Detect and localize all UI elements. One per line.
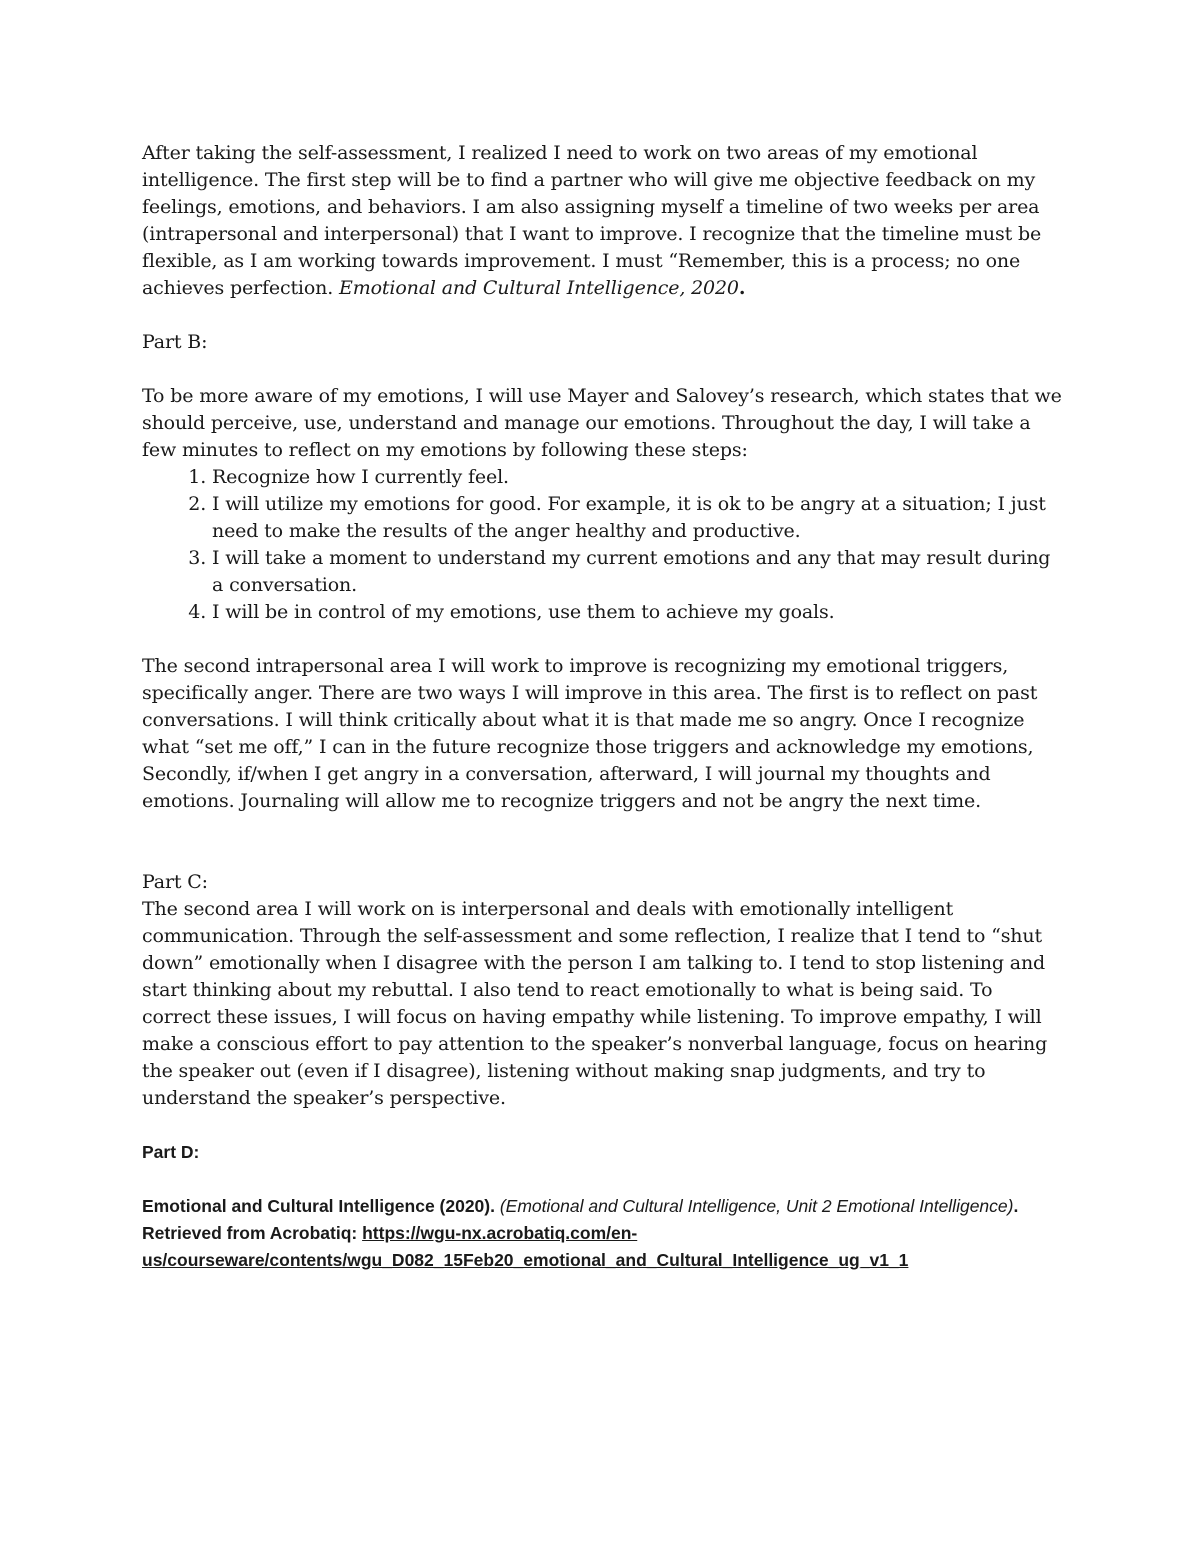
document-body: [142, 140, 1062, 1274]
part-b-heading: Part B:: [142, 331, 208, 353]
intro-citation-end: .: [738, 277, 746, 299]
emotion-steps-list: [142, 464, 1062, 626]
emotion-step: 2. I will utilize my emotions for good. For example, it is ok to be angry at a situation; I just need to make the results of the anger healthy and productive.: [212, 491, 1062, 545]
part-b-triggers-paragraph: The second intrapersonal area I will work to improve is recognizing my emotional triggers, specifically anger. There are two ways I will improve in this area. The first is to reflect on past conversations. I will think critically about what it is that made me so angry. Once I recognize what “set me off,” I can in the future recognize those triggers and acknowledge my emotions, Secondly, if/when I get angry in a conversation, afterward, I will journal my thoughts and emotions. Journaling will allow me to recognize triggers and not be angry the next time.: [142, 655, 1038, 812]
part-c-paragraph: The second area I will work on is interpersonal and deals with emotionally intelligent communication. Through the self-assessment and some reflection, I realize that I tend to “shut down” emotionally when I disagree with the person I am talking to. I tend to stop listening and start thinking about my rebuttal. I also tend to react emotionally to what is being said. To correct these issues, I will focus on having empathy while listening. To improve empathy, I will make a conscious effort to pay attention to the speaker’s nonverbal language, focus on hearing the speaker out (even if I disagree), listening without making snap judgments, and try to understand the speaker’s perspective.: [142, 898, 1048, 1109]
part-c-heading: Part C:: [142, 871, 208, 893]
reference-url-link[interactable]: https://wgu-nx.acrobatiq.com/en-us/courseware/contents/wgu_D082_15Feb20_emotional_and_Cultural_Intelligence_ug_v1_1: [142, 1223, 909, 1270]
emotion-step: 4. I will be in control of my emotions, use them to achieve my goals.: [212, 599, 1062, 626]
emotion-step: 3. I will take a moment to understand my current emotions and any that may result during a conversation.: [212, 545, 1062, 599]
emotion-step: 1. Recognize how I currently feel.: [212, 464, 1062, 491]
reference-author: Emotional and Cultural Intelligence (2020).: [142, 1196, 495, 1216]
reference-title: (Emotional and Cultural Intelligence, Unit 2 Emotional Intelligence): [499, 1196, 1014, 1216]
part-b-intro: To be more aware of my emotions, I will use Mayer and Salovey’s research, which states that we should perceive, use, understand and manage our emotions. Throughout the day, I will take a few minutes to reflect on my emotions by following these steps:: [142, 385, 1062, 461]
intro-paragraph: [142, 140, 1062, 302]
reference-retrieved: . Retrieved from Acrobatiq:: [142, 1196, 1019, 1243]
intro-citation: Emotional and Cultural Intelligence, 2020: [339, 277, 739, 299]
part-d-heading: Part D:: [142, 1142, 200, 1162]
part-d-reference: [142, 1193, 1062, 1274]
intro-paragraph-text: After taking the self-assessment, I realized I need to work on two areas of my emotional intelligence. The first step will be to find a partner who will give me objective feedback on my feelings, emotions, and behaviors. I am also assigning myself a timeline of two weeks per area (intrapersonal and interpersonal) that I want to improve. I recognize that the timeline must be flexible, as I am working towards improvement. I must “Remember, this is a process; no one achieves perfection.: [142, 142, 1042, 299]
